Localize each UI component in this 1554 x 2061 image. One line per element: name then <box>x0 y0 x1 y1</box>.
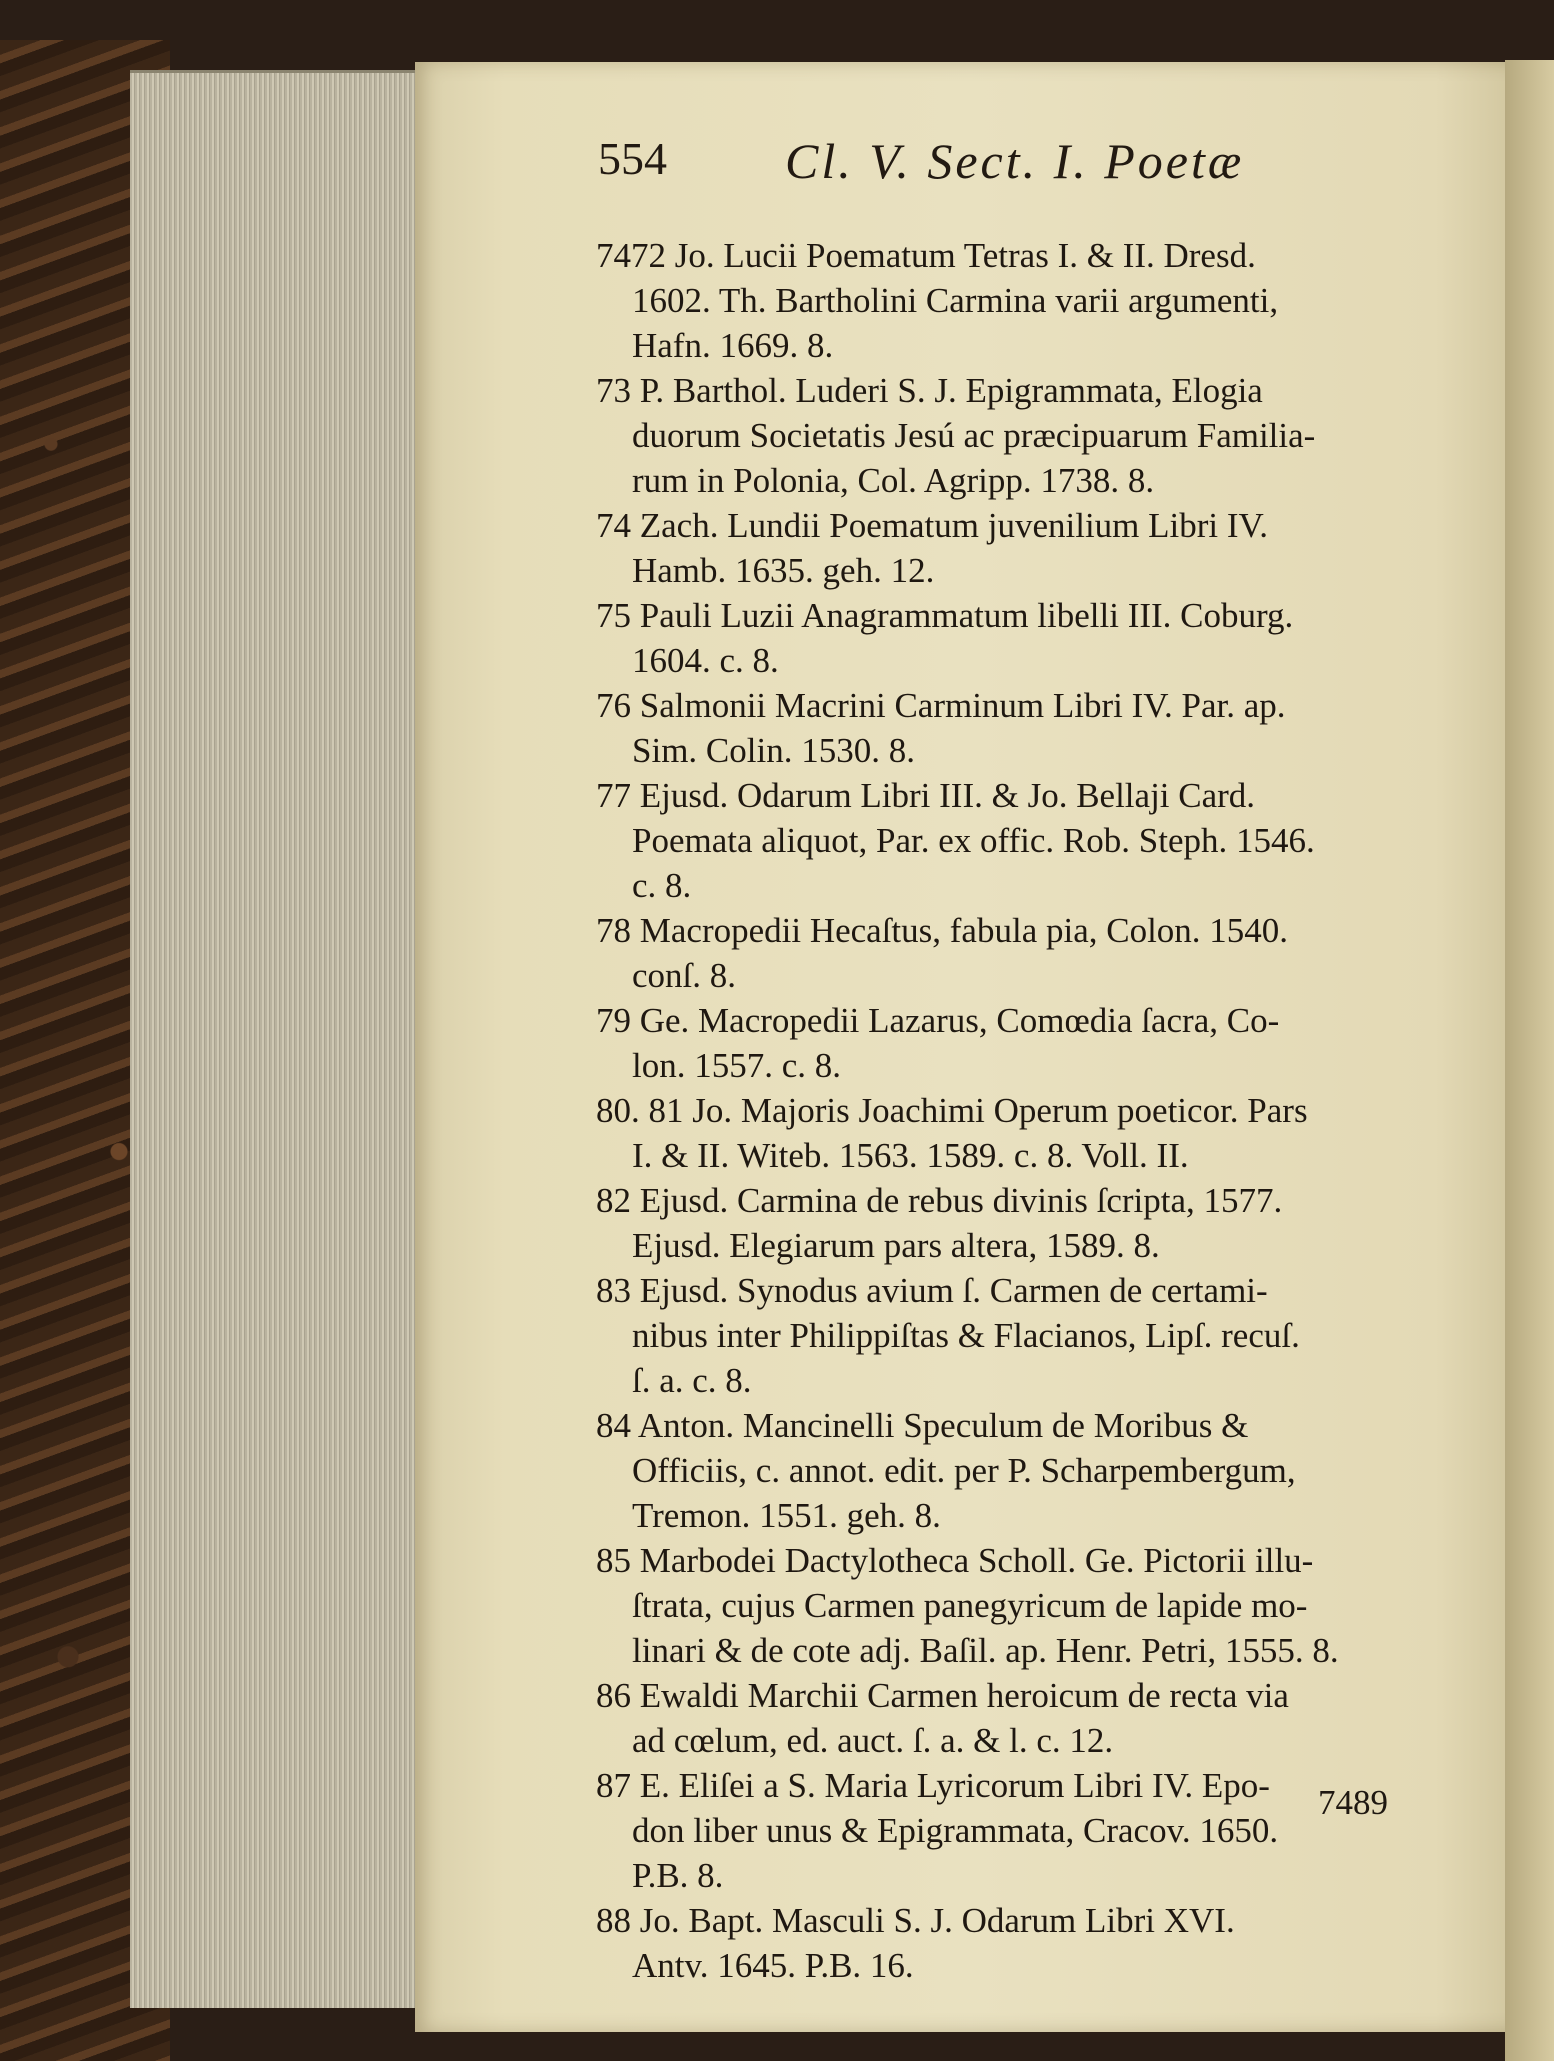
entry-continuation-line: Antv. 1645. P.B. 16. <box>632 1946 914 1985</box>
entry-continuation-line: don liber unus & Epigrammata, Cracov. 1650. <box>632 1811 1279 1850</box>
entry-first-line: 84 Anton. Mancinelli Speculum de Moribus & <box>596 1406 1249 1445</box>
entry-continuation-line: Hamb. 1635. geh. 12. <box>632 551 935 590</box>
entry-continuation-line: Ejusd. Elegiarum pars altera, 1589. 8. <box>632 1226 1160 1265</box>
entry-continuation-line: ſtrata, cujus Carmen panegyricum de lapide mo- <box>632 1586 1308 1625</box>
running-title: Cl. V. Sect. I. Poetæ <box>785 133 1245 189</box>
entry-first-line: 85 Marbodei Dactylotheca Scholl. Ge. Pictorii illu- <box>596 1541 1314 1580</box>
entry-continuation-line: nibus inter Philippiſtas & Flacianos, Lipſ. recuſ. <box>632 1316 1300 1355</box>
facing-page-edge <box>1505 60 1554 2061</box>
entry-continuation-line: 1602. Th. Bartholini Carmina varii argumenti, <box>632 281 1279 320</box>
entry-continuation-line: 1604. c. 8. <box>632 641 779 680</box>
entry-continuation-line: Hafn. 1669. 8. <box>632 326 834 365</box>
catchword: 7489 <box>1318 1783 1388 1822</box>
entry-first-line: 82 Ejusd. Carmina de rebus divinis ſcripta, 1577. <box>596 1181 1283 1220</box>
entry-continuation-line: I. & II. Witeb. 1563. 1589. c. 8. Voll. II. <box>632 1136 1189 1175</box>
entry-first-line: 77 Ejusd. Odarum Libri III. & Jo. Bellaji Card. <box>596 776 1256 815</box>
entry-continuation-line: rum in Polonia, Col. Agripp. 1738. 8. <box>632 461 1155 500</box>
entry-first-line: 79 Ge. Macropedii Lazarus, Comœdia ſacra, Co- <box>596 1001 1280 1040</box>
entry-first-line: 88 Jo. Bapt. Masculi S. J. Odarum Libri XVI. <box>596 1901 1235 1940</box>
entry-continuation-line: Tremon. 1551. geh. 8. <box>632 1496 941 1535</box>
entry-first-line: 74 Zach. Lundii Poematum juvenilium Libri IV. <box>596 506 1269 545</box>
entry-first-line: 76 Salmonii Macrini Carminum Libri IV. Par. ap. <box>596 686 1286 725</box>
entry-continuation-line: Sim. Colin. 1530. 8. <box>632 731 915 770</box>
entry-continuation-line: linari & de cote adj. Baſil. ap. Henr. Petri, 1555. 8. <box>632 1631 1339 1670</box>
entry-continuation-line: ad cœlum, ed. auct. ſ. a. & l. c. 12. <box>632 1721 1114 1760</box>
entry-first-line: 86 Ewaldi Marchii Carmen heroicum de recta via <box>596 1676 1289 1715</box>
entry-continuation-line: conſ. 8. <box>632 956 737 995</box>
entry-continuation-line: Officiis, c. annot. edit. per P. Scharpembergum, <box>632 1451 1296 1490</box>
entry-first-line: 80. 81 Jo. Majoris Joachimi Operum poeticor. Pars <box>596 1091 1308 1130</box>
entry-first-line: 73 P. Barthol. Luderi S. J. Epigrammata, Elogia <box>596 371 1263 410</box>
entry-first-line: 87 E. Eliſei a S. Maria Lyricorum Libri IV. Epo- <box>596 1766 1270 1805</box>
entry-first-line: 83 Ejusd. Synodus avium ſ. Carmen de certami- <box>596 1271 1268 1310</box>
entry-continuation-line: P.B. 8. <box>632 1856 724 1895</box>
page-number: 554 <box>598 133 667 184</box>
entry-first-line: 7472 Jo. Lucii Poematum Tetras I. & II. Dresd. <box>596 236 1256 275</box>
page-edges <box>130 70 420 2008</box>
entry-continuation-line: lon. 1557. c. 8. <box>632 1046 842 1085</box>
entry-continuation-line: c. 8. <box>632 866 692 905</box>
entry-first-line: 78 Macropedii Hecaſtus, fabula pia, Colon. 1540. <box>596 911 1289 950</box>
entry-continuation-line: ſ. a. c. 8. <box>632 1361 752 1400</box>
entry-continuation-line: Poemata aliquot, Par. ex offic. Rob. Steph. 1546. <box>632 821 1315 860</box>
entry-first-line: 75 Pauli Luzii Anagrammatum libelli III. Coburg. <box>596 596 1294 635</box>
entry-continuation-line: duorum Societatis Jesú ac præcipuarum Familia- <box>632 416 1316 455</box>
